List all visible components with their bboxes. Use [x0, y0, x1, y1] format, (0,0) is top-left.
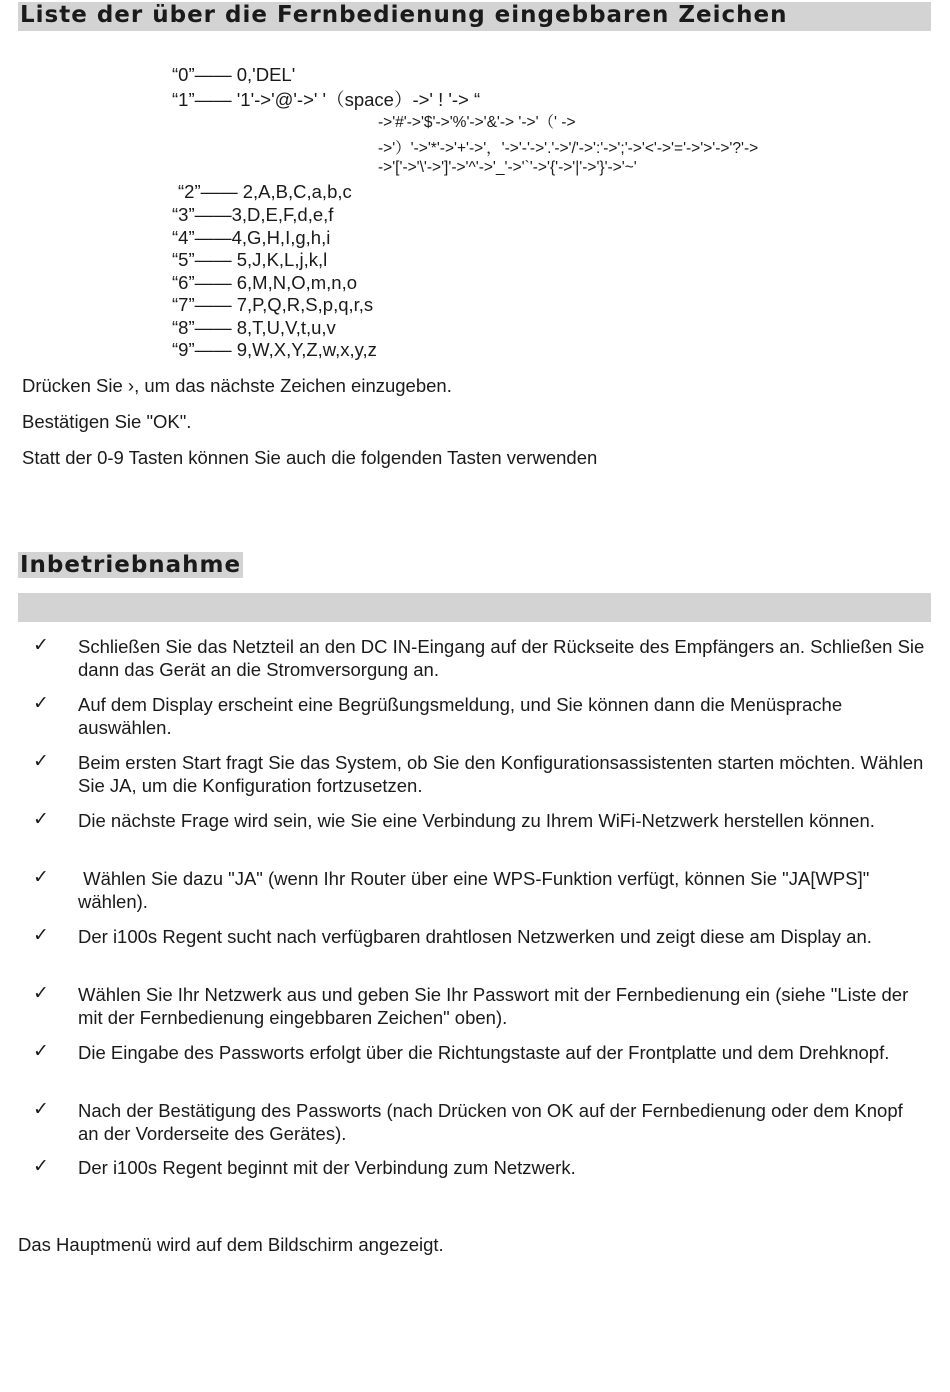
- check-icon: ✓: [33, 866, 49, 888]
- check-icon: ✓: [33, 924, 49, 946]
- section-setup-bar: [18, 593, 931, 622]
- key-1-continuation-1: ->'#'->'$'->'%'->'&'-> '->'（' ->: [378, 114, 576, 131]
- check-icon: ✓: [33, 1098, 49, 1120]
- step-2: Auf dem Display erscheint eine Begrüßungsmeldung, und Sie können dann die Menüsprache auswählen.: [78, 694, 843, 738]
- key-7-line: “7”—— 7,P,Q,R,S,p,q,r,s: [172, 294, 374, 315]
- key-6-line: “6”—— 6,M,N,O,m,n,o: [172, 272, 358, 293]
- key-9-line: “9”—— 9,W,X,Y,Z,w,x,y,z: [172, 339, 377, 360]
- step-3: Beim ersten Start fragt Sie das System, ob Sie den Konfigurationsassistenten starten möchten. Wählen Sie JA, um die Konfiguration fortzusetzen.: [78, 752, 924, 796]
- step-6: Der i100s Regent sucht nach verfügbaren drahtlosen Netzwerken und zeigt diese am Display an.: [78, 926, 872, 947]
- note-alternative-keys: Statt der 0-9 Tasten können Sie auch die folgenden Tasten verwenden: [22, 447, 598, 468]
- check-icon: ✓: [33, 982, 49, 1004]
- check-icon: ✓: [33, 1040, 49, 1062]
- key-1-line: “1”—— '1'->'@'->' '（space）->' ! '-> “: [172, 89, 481, 110]
- key-3-line: “3”——3,D,E,F,d,e,f: [172, 204, 334, 225]
- step-10: Der i100s Regent beginnt mit der Verbindung zum Netzwerk.: [78, 1157, 576, 1178]
- key-1-continuation-2: ->'）'->'*'->'+'->'，'->'-'->'.'->'/'->':'->';'->'<'->'='->'>'->'?'->: [378, 140, 759, 157]
- section-title-characters: Liste der über die Fernbedienung eingebbaren Zeichen: [20, 2, 788, 28]
- step-4: Die nächste Frage wird sein, wie Sie eine Verbindung zu Ihrem WiFi-Netzwerk herstellen können.: [78, 810, 875, 831]
- step-1: Schließen Sie das Netzteil an den DC IN-Eingang auf der Rückseite des Empfängers an. Schließen Sie dann das Gerät an die Stromversorgung an.: [78, 636, 925, 680]
- check-icon: ✓: [33, 634, 49, 656]
- key-4-line: “4”——4,G,H,I,g,h,i: [172, 227, 331, 248]
- note-next-char: Drücken Sie ›, um das nächste Zeichen einzugeben.: [22, 375, 452, 396]
- key-8-line: “8”—— 8,T,U,V,t,u,v: [172, 317, 336, 338]
- key-1-continuation-3: ->'['->'\'->']'->'^'->'_'->'`'->'{'->'|'->'}'->'~': [378, 159, 637, 176]
- step-9: Nach der Bestätigung des Passworts (nach Drücken von OK auf der Fernbedienung oder dem Knopf an der Vorderseite des Gerätes).: [78, 1100, 903, 1144]
- check-icon: ✓: [33, 692, 49, 714]
- note-confirm-ok: Bestätigen Sie "OK".: [22, 411, 192, 432]
- key-0-line: “0”—— 0,'DEL': [172, 64, 296, 85]
- step-8: Die Eingabe des Passworts erfolgt über die Richtungstaste auf der Frontplatte und dem Drehknopf.: [78, 1042, 890, 1063]
- key-2-line: “2”—— 2,A,B,C,a,b,c: [178, 181, 352, 202]
- check-icon: ✓: [33, 808, 49, 830]
- step-7: Wählen Sie Ihr Netzwerk aus und geben Sie Ihr Passwort mit der Fernbedienung ein (siehe "Liste der mit der Fernbedienung eingebbaren Zeichen" oben).: [78, 984, 909, 1028]
- check-icon: ✓: [33, 1155, 49, 1177]
- key-5-line: “5”—— 5,J,K,L,j,k,l: [172, 249, 328, 270]
- footer-text: Das Hauptmenü wird auf dem Bildschirm angezeigt.: [18, 1234, 444, 1255]
- section-title-setup: Inbetriebnahme: [20, 552, 242, 578]
- check-icon: ✓: [33, 750, 49, 772]
- step-5: Wählen Sie dazu "JA" (wenn Ihr Router über eine WPS-Funktion verfügt, können Sie "JA[WPS]" wählen).: [78, 868, 875, 912]
